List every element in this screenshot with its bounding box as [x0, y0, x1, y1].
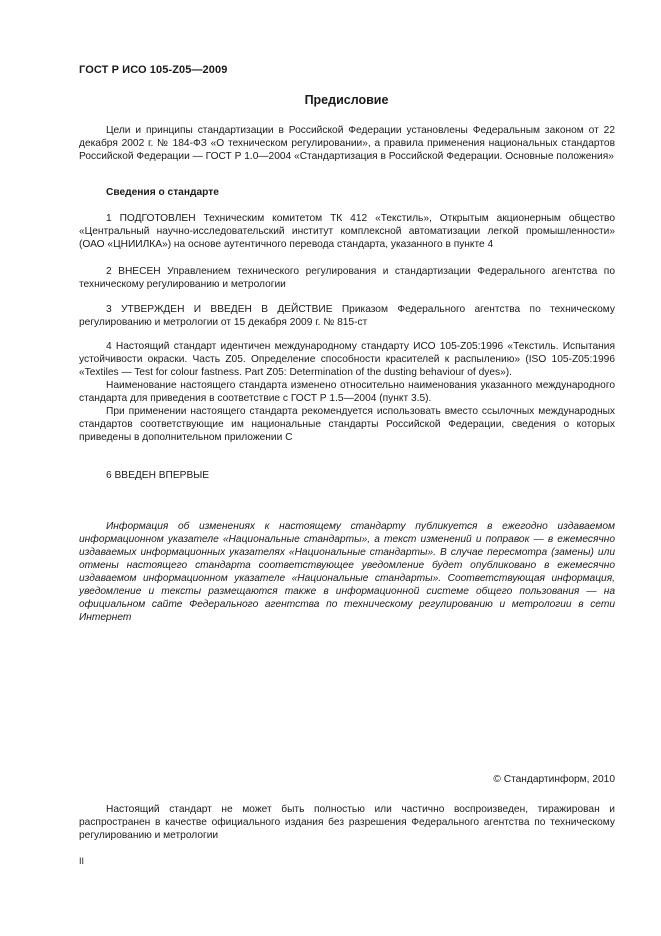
item-4-text-2: Наименование настоящего стандарта изменено относительно наименования указанного международного стандарта для приведения в соответствие с ГОСТ Р 1.5—2004 (пункт 3.5).: [79, 380, 615, 404]
item-2-text: 2 ВНЕСЕН Управлением технического регулирования и стандартизации Федерального агентства по техническому регулированию и метрологии: [79, 266, 615, 290]
intro-paragraph: [79, 124, 615, 163]
copyright-line: © Стандартинформ, 2010: [493, 774, 615, 785]
page-title: Предисловие: [304, 93, 389, 107]
item-4: [79, 340, 615, 444]
item-3: [79, 303, 615, 329]
item-4-text: 4 Настоящий стандарт идентичен международному стандарту ИСО 105-Z05:1996 «Текстиль. Испытания устойчивости окраски. Часть Z05. Определение способности красителей к распылению» (ISO 105-Z05:1996 «Textiles — Test for colour fastness. Part Z05: Determination of the dusting behaviour of dyes»).: [79, 341, 615, 378]
item-4-text-3: При применении настоящего стандарта рекомендуется использовать вместо ссылочных международных стандартов соответствующие им национальные стандарты Российской Федерации, сведения о которых приведены в дополнительном приложении С: [79, 406, 615, 443]
item-1: [79, 212, 615, 251]
standard-code: ГОСТ Р ИСО 105-Z05—2009: [79, 64, 228, 76]
reproduction-notice-text: Настоящий стандарт не может быть полностью или частично воспроизведен, тиражирован и распространен в качестве официального издания без разрешения Федерального агентства по техническому регулированию и метрологии: [79, 804, 615, 841]
item-2: [79, 265, 615, 291]
item-6: [79, 469, 615, 482]
item-1-text: 1 ПОДГОТОВЛЕН Техническим комитетом ТК 412 «Текстиль», Открытым акционерным общество «Центральный научно-исследовательский институт комплексной автоматизации легкой промышленности» (ОАО «ЦНИИЛКА») на основе аутентичного перевода стандарта, указанного в пункте 4: [79, 213, 615, 250]
section-subheading: Сведения о стандарте: [106, 187, 219, 198]
page-number: II: [79, 856, 85, 866]
reproduction-notice: [79, 803, 615, 842]
info-notice: [79, 520, 615, 624]
item-3-text: 3 УТВЕРЖДЕН И ВВЕДЕН В ДЕЙСТВИЕ Приказом Федерального агентства по техническому регулированию и метрологии от 15 декабря 2009 г. № 815-ст: [79, 304, 615, 328]
item-6-text: 6 ВВЕДЕН ВПЕРВЫЕ: [106, 470, 210, 481]
info-notice-text: Информация об изменениях к настоящему стандарту публикуется в ежегодно издаваемом информационном указателе «Национальные стандарты», а текст изменений и поправок — в ежемесячно издаваемых информационных указателях «Национальные стандарты». В случае пересмотра (замены) или отмены настоящего стандарта соответствующее уведомление будет опубликовано в ежемесячно издаваемом информационном указателе «Национальные стандарты». Соответствующая информация, уведомление и тексты размещаются также в информационной системе общего пользования — на официальном сайте Федерального агентства по техническому регулированию и метрологии в сети Интернет: [79, 521, 615, 623]
intro-text: Цели и принципы стандартизации в Российской Федерации установлены Федеральным законом от 22 декабря 2002 г. № 184-ФЗ «О техническом регулировании», а правила применения национальных стандартов Российской Федерации — ГОСТ Р 1.0—2004 «Стандартизация в Российской Федерации. Основные положения»: [79, 125, 615, 162]
